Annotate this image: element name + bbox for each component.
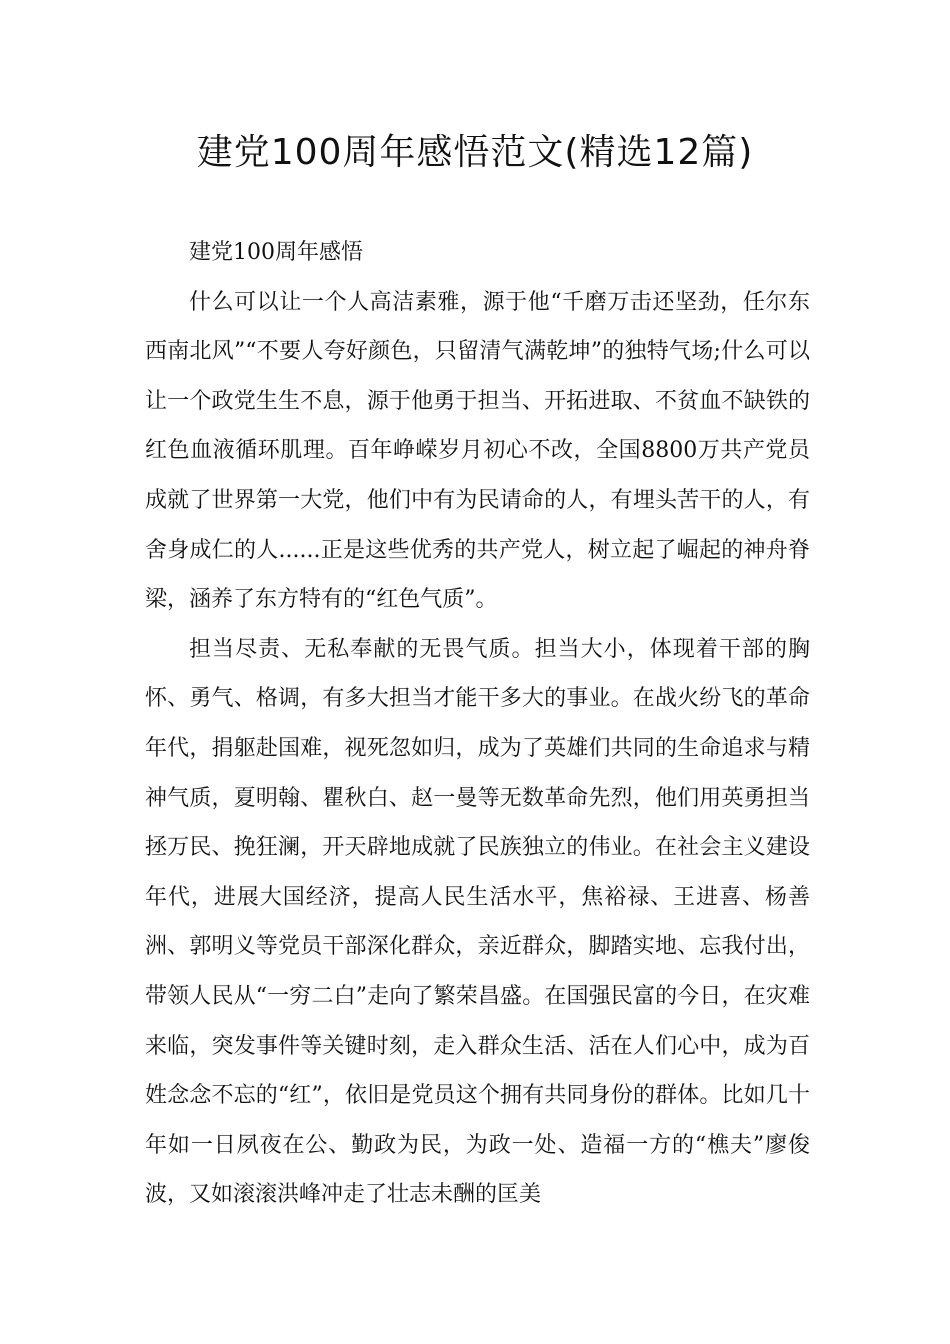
paragraph-2: 担当尽责、无私奉献的无畏气质。担当大小，体现着干部的胸怀、勇气、格调，有多大担当才能干多大的事业。在战火纷飞的革命年代，捐躯赴国难，视死忽如归，成为了英雄们共同的生命追求与精神气质，夏明翰、瞿秋白、赵一曼等无数革命先烈，他们用英勇担当拯万民、挽狂澜，开天辟地成就了民族独立的伟业。在社会主义建设年代，进展大国经济，提高人民生活水平，焦裕禄、王进喜、杨善洲、郭明义等党员干部深化群众，亲近群众，脚踏实地、忘我付出，带领人民从“一穷二白”走向了繁荣昌盛。在国强民富的今日，在灾难来临，突发事件等关键时刻，走入群众生活、活在人们心中，成为百姓念念不忘的“红”，依旧是党员这个拥有共同身份的群体。比如几十年如一日夙夜在公、勤政为民，为政一处、造福一方的“樵夫”廖俊波，又如滚滚洪峰冲走了壮志未酬的匡美: [145, 636, 810, 1208]
paragraph-1: 什么可以让一个人高洁素雅，源于他“千磨万击还坚劲，任尔东西南北风”“不要人夸好颜色，只留清气满乾坤”的独特气场;什么可以让一个政党生生不息，源于他勇于担当、开拓进取、不贫血不缺铁的红色血液循环肌理。百年峥嵘岁月初心不改，全国8800万共产党员成就了世界第一大党，他们中有为民请命的人，有埋头苦干的人，有舍身成仁的人......正是这些优秀的共产党人，树立起了崛起的神舟脊梁，涵养了东方特有的“红色气质”。: [145, 289, 810, 613]
document-body: [145, 228, 810, 1220]
document-title: 建党100周年感悟范文(精选12篇): [196, 132, 754, 173]
section-heading: 建党100周年感悟: [189, 240, 363, 265]
